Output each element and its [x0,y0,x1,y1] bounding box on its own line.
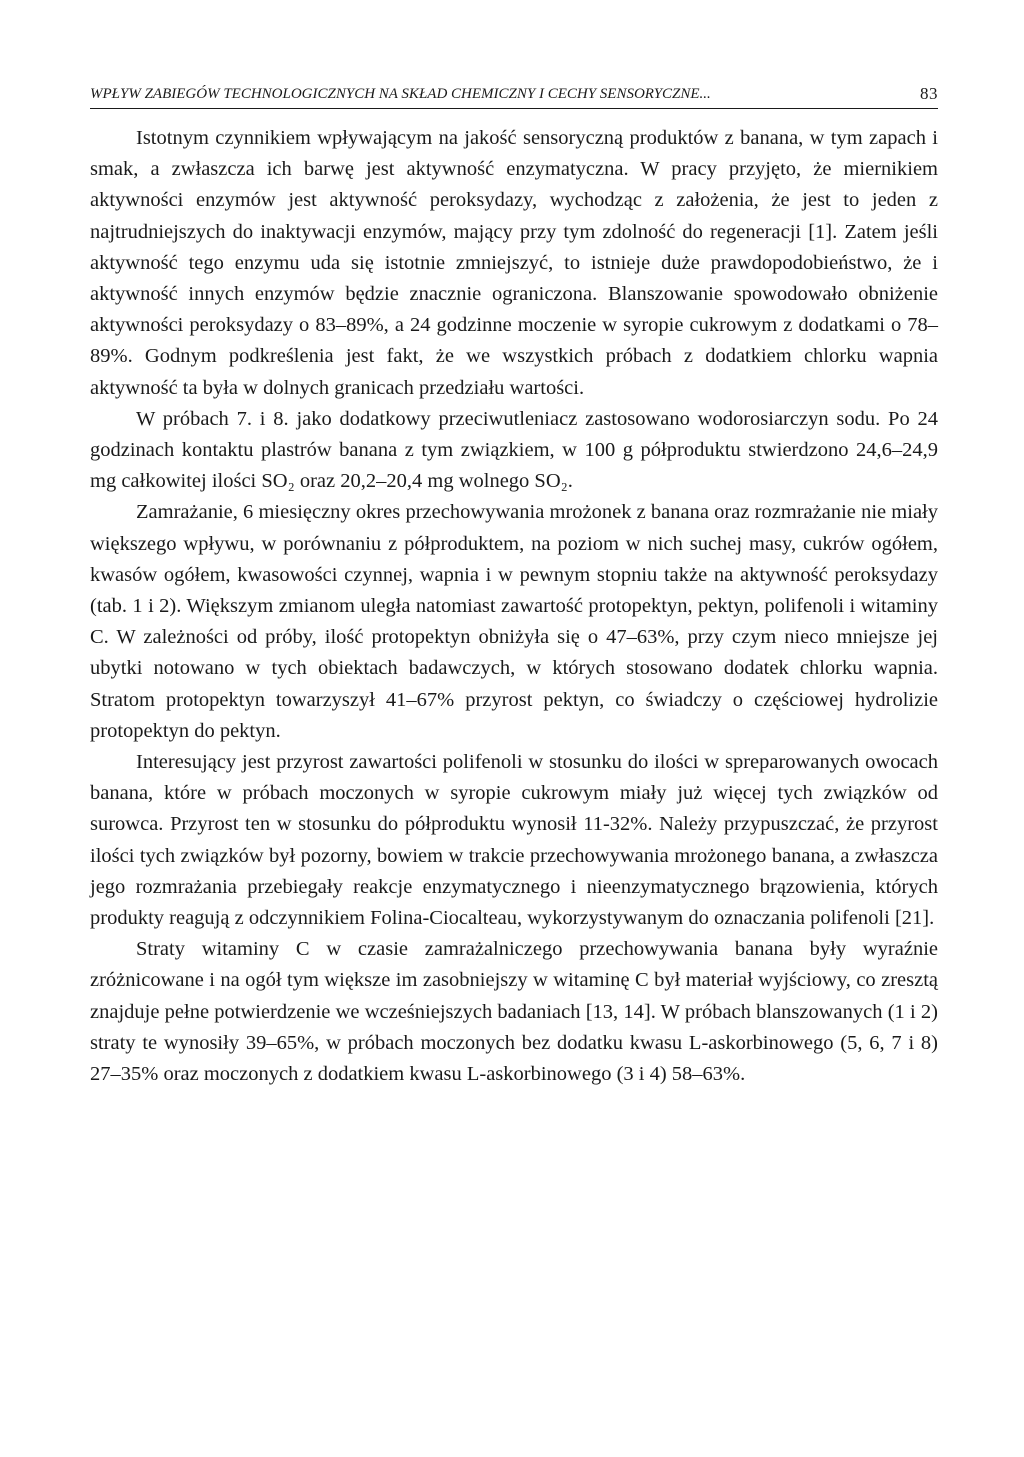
article-body [90,123,938,1090]
page [90,84,938,1090]
running-header [90,84,938,109]
running-title: WPŁYW ZABIEGÓW TECHNOLOGICZNYCH NA SKŁAD CHEMICZNY I CECHY SENSORYCZNE... [90,86,711,102]
paragraph-freezing: Zamrażanie, 6 miesięczny okres przechowywania mrożonek z banana oraz rozmrażanie nie miały większego wpływu, w porównaniu z półproduktem, na poziom w nich suchej masy, cukrów ogółem, kwasów ogółem, kwasowości czynnej, wapnia i w pewnym stopniu także na aktywność peroksydazy (tab. 1 i 2). Większym zmianom uległa natomiast zawartość protopektyn, pektyn, polifenoli i witaminy C. W zależności od próby, ilość protopektyn obniżyła się o 47–63%, przy czym nieco mniejsze jej ubytki notowano w tych obiektach badawczych, w których stosowano dodatek chlorku wapnia. Stratom protopektyn towarzyszył 41–67% przyrost pektyn, co świadczy o częściowej hydrolizie protopektyn do pektyn. [90,501,938,742]
page-number: 83 [920,84,938,103]
paragraph-enzymes: Istotnym czynnikiem wpływającym na jakość sensoryczną produktów z banana, w tym zapach i smak, a zwłaszcza ich barwę jest aktywność enzymatyczna. W pracy przyjęto, że miernikiem aktywności enzymów jest aktywność peroksydazy, wychodząc z założenia, że jest to jeden z najtrudniejszych do inaktywacji enzymów, mający przy tym zdolność do regeneracji [1]. Zatem jeśli aktywność tego enzymu uda się istotnie zmniejszyć, to istnieje duże prawdopodobieństwo, że i aktywność innych enzymów będzie znacznie ograniczona. Blanszowanie spowodowało obniżenie aktywności peroksydazy o 83–89%, a 24 godzinne moczenie w syropie cukrowym z dodatkami o 78–89%. Godnym podkreślenia jest fakt, że we wszystkich próbach z dodatkiem chlorku wapnia aktywność ta była w dolnych granicach przedziału wartości. [90,127,938,399]
paragraph-sulfite: W próbach 7. i 8. jako dodatkowy przeciwutleniacz zastosowano wodorosiarczyn sodu. Po 24 godzinach kontaktu plastrów banana z tym związkiem, w 100 g półproduktu stwierdzono 24,6–24,9 mg całkowitej ilości SO₂ oraz 20,2–20,4 mg wolnego SO₂. [90,407,938,493]
paragraph-polyphenols: Interesujący jest przyrost zawartości polifenoli w stosunku do ilości w spreparowanych owocach banana, które w próbach moczonych w syropie cukrowym miały już więcej tych związków od surowca. Przyrost ten w stosunku do półproduktu wynosił 11-32%. Należy przypuszczać, że przyrost ilości tych związków był pozorny, bowiem w trakcie przechowywania mrożonego banana, a zwłaszcza jego rozmrażania przebiegały reakcje enzymatycznego i nieenzymatycznego brązowienia, których produkty reagują z odczynnikiem Folina-Ciocalteau, wykorzystywanym do oznaczania polifenoli [21]. [90,751,938,930]
paragraph-vitamin-c: Straty witaminy C w czasie zamrażalniczego przechowywania banana były wyraźnie zróżnicowane i na ogół tym większe im zasobniejszy w witaminę C był materiał wyjściowy, co zresztą znajduje pełne potwierdzenie we wcześniejszych badaniach [13, 14]. W próbach blanszowanych (1 i 2) straty te wynosiły 39–65%, w próbach moczonych bez dodatku kwasu L-askorbinowego (5, 6, 7 i 8) 27–35% oraz moczonych z dodatkiem kwasu L-askorbinowego (3 i 4) 58–63%. [90,938,938,1086]
